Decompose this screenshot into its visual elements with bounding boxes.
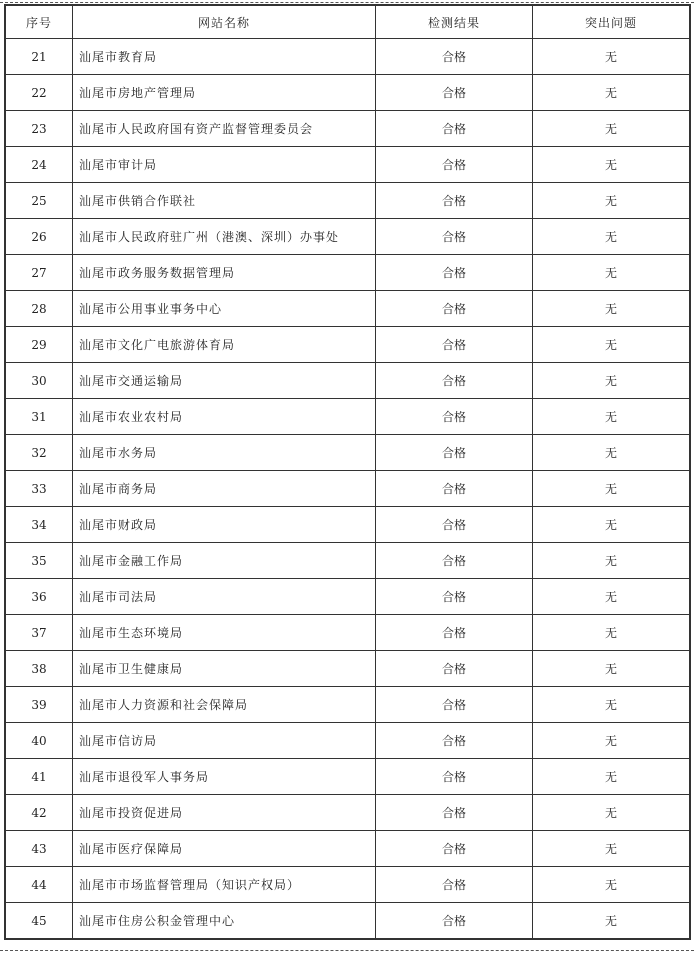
row-prominent-issue: 无 — [533, 543, 691, 579]
row-inspection-result: 合格 — [376, 579, 533, 615]
header-website-name: 网站名称 — [73, 5, 376, 39]
table-body — [5, 39, 690, 940]
row-inspection-result: 合格 — [376, 471, 533, 507]
row-inspection-result: 合格 — [376, 219, 533, 255]
row-inspection-result: 合格 — [376, 831, 533, 867]
row-website-name: 汕尾市财政局 — [73, 507, 376, 543]
table-row — [5, 651, 690, 687]
header-serial-number: 序号 — [5, 5, 73, 39]
table-row — [5, 795, 690, 831]
row-website-name: 汕尾市教育局 — [73, 39, 376, 75]
row-prominent-issue: 无 — [533, 39, 691, 75]
row-serial-number: 40 — [5, 723, 73, 759]
row-inspection-result: 合格 — [376, 75, 533, 111]
row-prominent-issue: 无 — [533, 615, 691, 651]
row-website-name: 汕尾市信访局 — [73, 723, 376, 759]
table-row — [5, 291, 690, 327]
row-serial-number: 24 — [5, 147, 73, 183]
table-row — [5, 867, 690, 903]
row-serial-number: 32 — [5, 435, 73, 471]
row-serial-number: 21 — [5, 39, 73, 75]
header-prominent-issues: 突出问题 — [533, 5, 691, 39]
row-website-name: 汕尾市审计局 — [73, 147, 376, 183]
row-serial-number: 31 — [5, 399, 73, 435]
row-inspection-result: 合格 — [376, 147, 533, 183]
table-row — [5, 471, 690, 507]
row-inspection-result: 合格 — [376, 795, 533, 831]
row-website-name: 汕尾市投资促进局 — [73, 795, 376, 831]
row-inspection-result: 合格 — [376, 399, 533, 435]
row-inspection-result: 合格 — [376, 111, 533, 147]
row-inspection-result: 合格 — [376, 867, 533, 903]
row-website-name: 汕尾市生态环境局 — [73, 615, 376, 651]
row-prominent-issue: 无 — [533, 75, 691, 111]
row-website-name: 汕尾市交通运输局 — [73, 363, 376, 399]
row-inspection-result: 合格 — [376, 687, 533, 723]
row-prominent-issue: 无 — [533, 327, 691, 363]
row-website-name: 汕尾市政务服务数据管理局 — [73, 255, 376, 291]
row-prominent-issue: 无 — [533, 255, 691, 291]
table-row — [5, 687, 690, 723]
row-serial-number: 34 — [5, 507, 73, 543]
row-serial-number: 45 — [5, 903, 73, 940]
table-row — [5, 255, 690, 291]
row-inspection-result: 合格 — [376, 759, 533, 795]
row-serial-number: 37 — [5, 615, 73, 651]
row-prominent-issue: 无 — [533, 795, 691, 831]
row-website-name: 汕尾市供销合作联社 — [73, 183, 376, 219]
row-serial-number: 38 — [5, 651, 73, 687]
table-row — [5, 399, 690, 435]
row-inspection-result: 合格 — [376, 255, 533, 291]
row-serial-number: 42 — [5, 795, 73, 831]
table-row — [5, 615, 690, 651]
row-prominent-issue: 无 — [533, 759, 691, 795]
row-inspection-result: 合格 — [376, 327, 533, 363]
row-inspection-result: 合格 — [376, 723, 533, 759]
table-row — [5, 111, 690, 147]
table-row — [5, 327, 690, 363]
row-serial-number: 33 — [5, 471, 73, 507]
row-website-name: 汕尾市金融工作局 — [73, 543, 376, 579]
row-inspection-result: 合格 — [376, 651, 533, 687]
row-prominent-issue: 无 — [533, 219, 691, 255]
row-prominent-issue: 无 — [533, 147, 691, 183]
row-website-name: 汕尾市商务局 — [73, 471, 376, 507]
row-serial-number: 30 — [5, 363, 73, 399]
row-inspection-result: 合格 — [376, 39, 533, 75]
row-serial-number: 35 — [5, 543, 73, 579]
table-row — [5, 543, 690, 579]
row-inspection-result: 合格 — [376, 615, 533, 651]
row-website-name: 汕尾市退役军人事务局 — [73, 759, 376, 795]
row-inspection-result: 合格 — [376, 363, 533, 399]
row-website-name: 汕尾市人民政府驻广州（港澳、深圳）办事处 — [73, 219, 376, 255]
row-serial-number: 27 — [5, 255, 73, 291]
row-website-name: 汕尾市司法局 — [73, 579, 376, 615]
row-prominent-issue: 无 — [533, 363, 691, 399]
row-inspection-result: 合格 — [376, 291, 533, 327]
row-prominent-issue: 无 — [533, 903, 691, 940]
row-prominent-issue: 无 — [533, 471, 691, 507]
table-row — [5, 903, 690, 940]
table-row — [5, 507, 690, 543]
row-serial-number: 43 — [5, 831, 73, 867]
table-row — [5, 39, 690, 75]
table-header-row — [5, 5, 690, 39]
row-website-name: 汕尾市住房公积金管理中心 — [73, 903, 376, 940]
row-prominent-issue: 无 — [533, 651, 691, 687]
row-serial-number: 25 — [5, 183, 73, 219]
table-row — [5, 759, 690, 795]
table-row — [5, 435, 690, 471]
row-inspection-result: 合格 — [376, 435, 533, 471]
row-website-name: 汕尾市人民政府国有资产监督管理委员会 — [73, 111, 376, 147]
table-row — [5, 147, 690, 183]
row-website-name: 汕尾市公用事业事务中心 — [73, 291, 376, 327]
row-serial-number: 28 — [5, 291, 73, 327]
table-row — [5, 363, 690, 399]
row-prominent-issue: 无 — [533, 831, 691, 867]
row-prominent-issue: 无 — [533, 687, 691, 723]
row-serial-number: 36 — [5, 579, 73, 615]
row-website-name: 汕尾市人力资源和社会保障局 — [73, 687, 376, 723]
table-row — [5, 219, 690, 255]
row-website-name: 汕尾市房地产管理局 — [73, 75, 376, 111]
row-serial-number: 41 — [5, 759, 73, 795]
row-inspection-result: 合格 — [376, 183, 533, 219]
top-dashed-rule — [0, 2, 694, 3]
row-prominent-issue: 无 — [533, 867, 691, 903]
row-website-name: 汕尾市文化广电旅游体育局 — [73, 327, 376, 363]
row-prominent-issue: 无 — [533, 183, 691, 219]
table-row — [5, 831, 690, 867]
row-website-name: 汕尾市卫生健康局 — [73, 651, 376, 687]
row-serial-number: 23 — [5, 111, 73, 147]
row-prominent-issue: 无 — [533, 111, 691, 147]
row-prominent-issue: 无 — [533, 435, 691, 471]
row-prominent-issue: 无 — [533, 723, 691, 759]
table-row — [5, 579, 690, 615]
row-inspection-result: 合格 — [376, 543, 533, 579]
row-inspection-result: 合格 — [376, 903, 533, 940]
row-serial-number: 39 — [5, 687, 73, 723]
row-website-name: 汕尾市农业农村局 — [73, 399, 376, 435]
row-website-name: 汕尾市市场监督管理局（知识产权局） — [73, 867, 376, 903]
row-prominent-issue: 无 — [533, 399, 691, 435]
row-prominent-issue: 无 — [533, 579, 691, 615]
bottom-dashed-rule — [0, 950, 694, 951]
header-inspection-result: 检测结果 — [376, 5, 533, 39]
row-serial-number: 26 — [5, 219, 73, 255]
table-row — [5, 183, 690, 219]
table-row — [5, 723, 690, 759]
row-inspection-result: 合格 — [376, 507, 533, 543]
row-prominent-issue: 无 — [533, 507, 691, 543]
row-website-name: 汕尾市医疗保障局 — [73, 831, 376, 867]
row-serial-number: 29 — [5, 327, 73, 363]
row-prominent-issue: 无 — [533, 291, 691, 327]
table-row — [5, 75, 690, 111]
row-website-name: 汕尾市水务局 — [73, 435, 376, 471]
row-serial-number: 22 — [5, 75, 73, 111]
row-serial-number: 44 — [5, 867, 73, 903]
website-inspection-table — [4, 4, 691, 940]
